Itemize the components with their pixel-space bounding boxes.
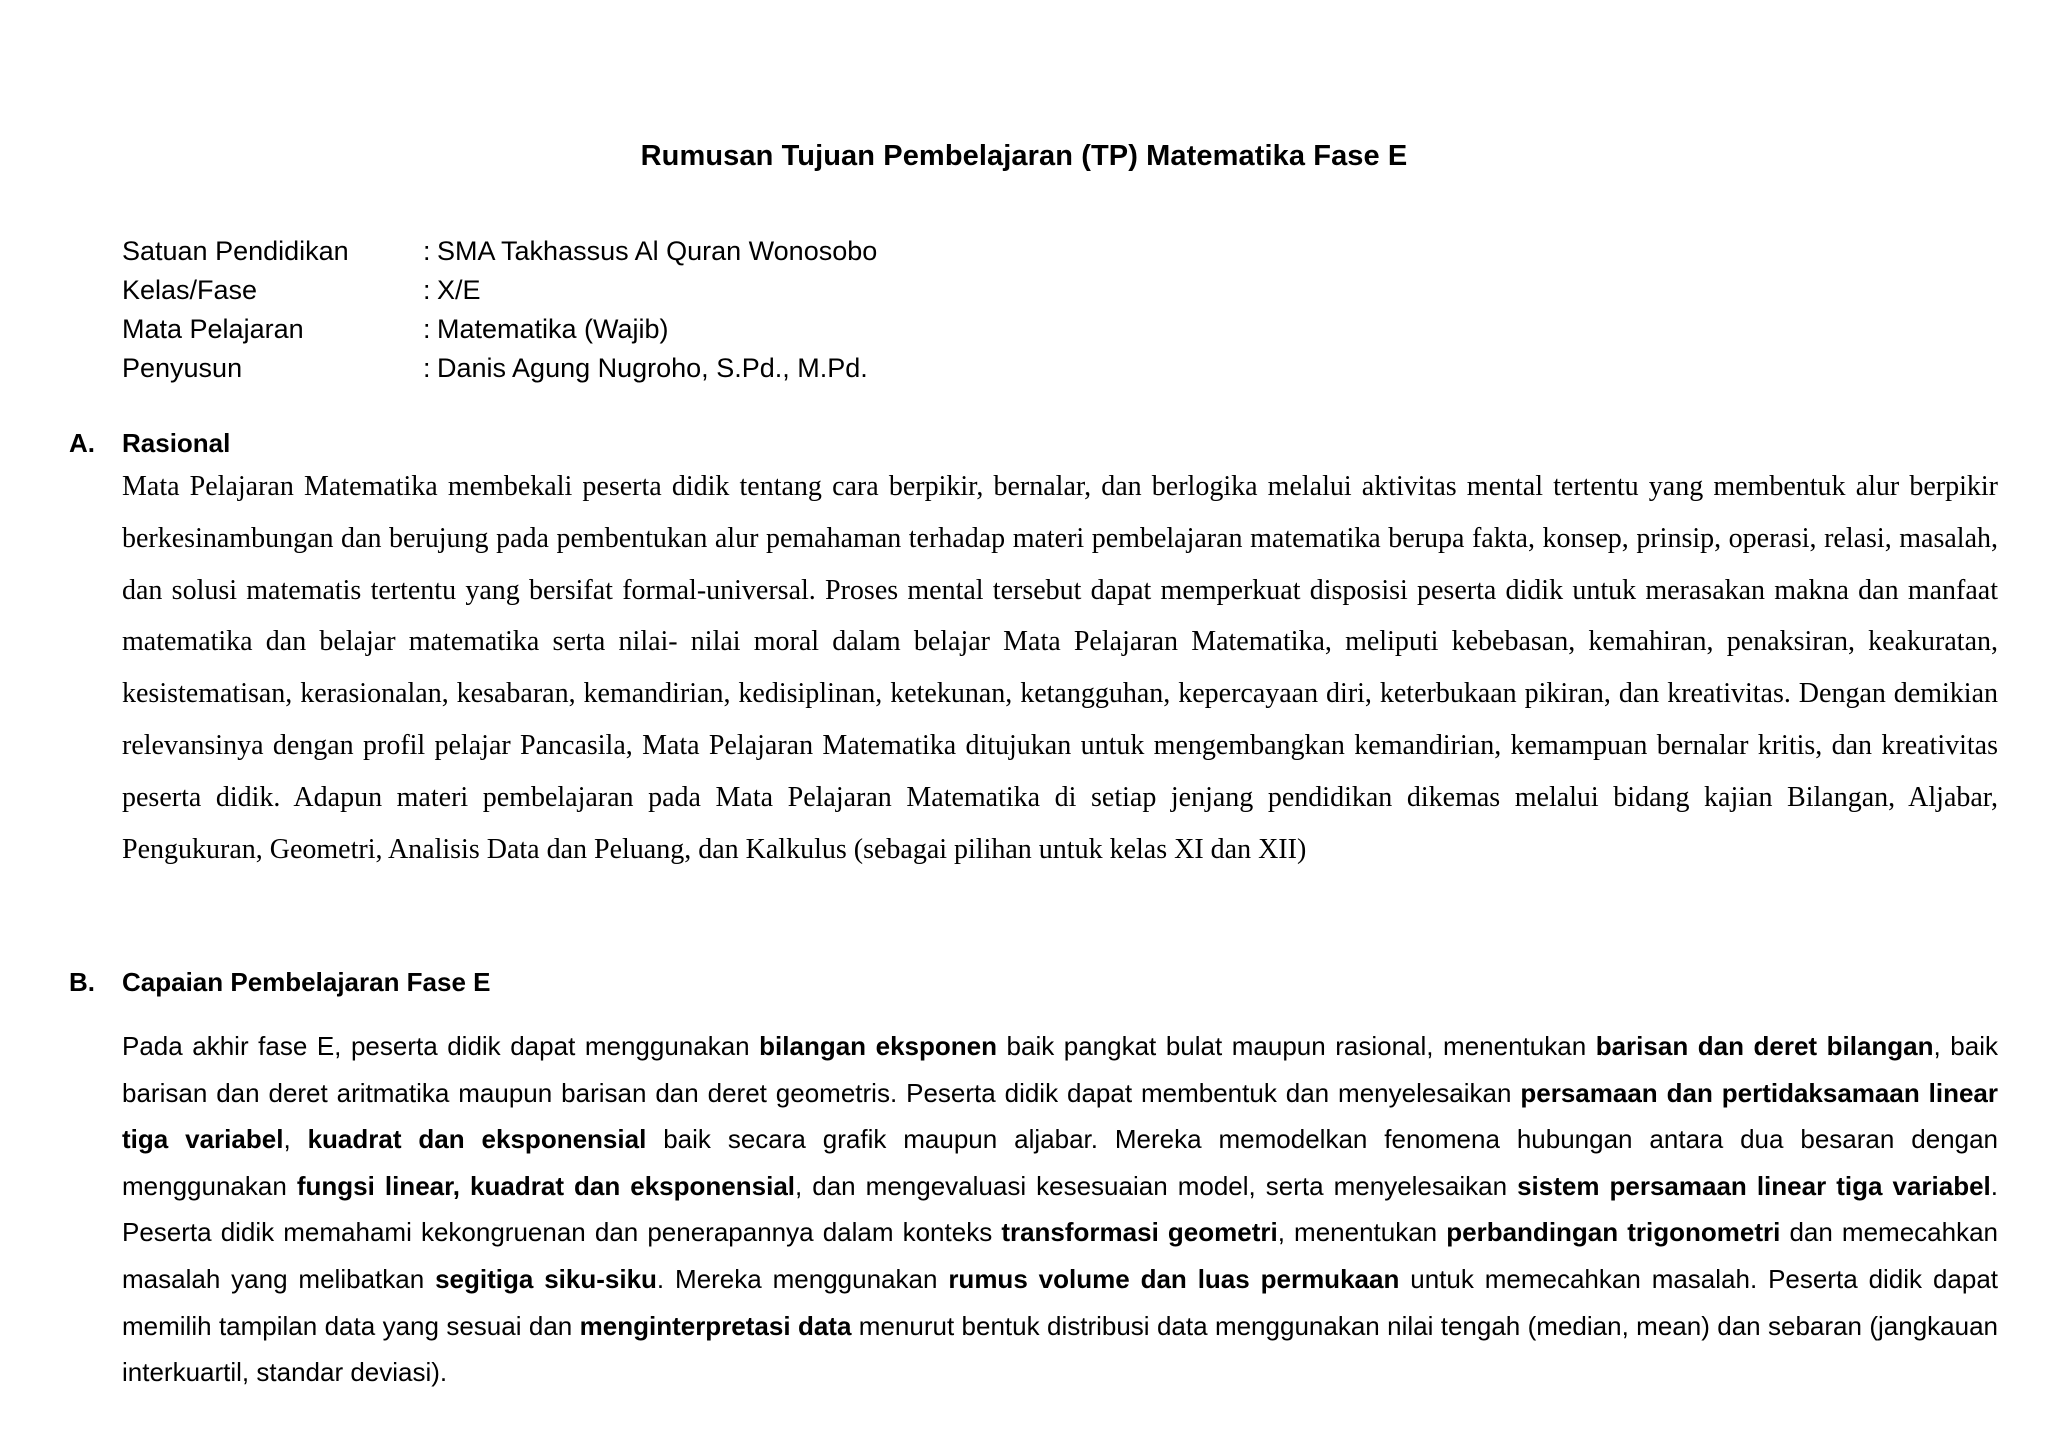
- capaian-segment: . Mereka menggunakan: [656, 1263, 949, 1294]
- section-b-heading: [69, 967, 869, 1003]
- section-a-letter: A.: [69, 428, 95, 458]
- capaian-segment: . Peserta didik memahami kekongruenan dan penerapannya dalam konteks: [122, 1170, 1999, 1248]
- section-a-heading: [69, 428, 669, 464]
- identity-row-kelas: [122, 271, 877, 310]
- identity-label: Kelas/Fase: [122, 275, 258, 305]
- capaian-segment: , menentukan: [1277, 1217, 1447, 1248]
- identity-row-satuan: [122, 232, 877, 271]
- capaian-keyword: sistem persamaan linear tiga variabel: [1517, 1170, 1991, 1201]
- capaian-keyword: persamaan dan pertidaksamaan linear tiga variabel: [122, 1077, 1999, 1155]
- section-b-title: Capaian Pembelajaran Fase E: [122, 967, 491, 997]
- section-b-letter: B.: [69, 967, 95, 997]
- capaian-segment: , baik barisan dan deret aritmatika maupun barisan dan deret geometris. Peserta didik dapat membentuk dan menyelesaikan: [122, 1031, 1998, 1108]
- capaian-keyword: segitiga siku-siku: [435, 1263, 657, 1294]
- identity-label: Mata Pelajaran: [122, 314, 304, 344]
- capaian-keyword: perbandingan trigonometri: [1446, 1217, 1781, 1248]
- capaian-keyword: bilangan eksponen: [759, 1031, 997, 1061]
- capaian-segment: baik pangkat bulat maupun rasional, menentukan: [996, 1031, 1596, 1061]
- capaian-keyword: menginterpretasi data: [579, 1310, 852, 1341]
- section-a-title: Rasional: [122, 428, 231, 458]
- identity-block: [122, 232, 877, 388]
- identity-row-mapel: [122, 310, 877, 349]
- capaian-keyword: transformasi geometri: [1001, 1217, 1278, 1248]
- capaian-segment: untuk memecahkan masalah. Peserta didik dapat memilih tampilan data yang sesuai dan: [122, 1263, 1999, 1341]
- identity-value: Danis Agung Nugroho, S.Pd., M.Pd.: [437, 353, 868, 383]
- identity-value: X/E: [437, 275, 481, 305]
- capaian-segment: , dan mengevaluasi kesesuaian model, serta menyelesaikan: [795, 1170, 1518, 1201]
- identity-separator: :: [423, 275, 431, 305]
- capaian-segment: Pada akhir fase E, peserta didik dapat menggunakan: [122, 1031, 760, 1061]
- identity-value: Matematika (Wajib): [437, 314, 669, 344]
- capaian-keyword: kuadrat dan eksponensial: [307, 1124, 647, 1155]
- capaian-keyword: rumus volume dan luas permukaan: [948, 1263, 1400, 1294]
- identity-label: Satuan Pendidikan: [122, 236, 349, 266]
- identity-separator: :: [423, 236, 431, 266]
- section-a-body: Mata Pelajaran Matematika membekali peserta didik tentang cara berpikir, bernalar, dan berlogika melalui aktivitas mental tertentu yang membentuk alur berpikir berkesinambungan dan berujung pada pembentukan alur pemahaman terhadap materi pembelajaran matematika berupa fakta, konsep, prinsip, operasi, relasi, masalah, dan solusi matematis tertentu yang bersifat formal-universal. Proses mental tersebut dapat memperkuat disposisi peserta didik untuk merasakan makna dan manfaat matematika dan belajar matematika serta nilai- nilai moral dalam belajar Mata Pelajaran Matematika, meliputi kebebasan, kemahiran, penaksiran, keakuratan, kesistematisan, kerasionalan, kesabaran, kemandirian, kedisiplinan, ketekunan, ketangguhan, kepercayaan diri, keterbukaan pikiran, dan kreativitas. Dengan demikian relevansinya dengan profil pelajar Pancasila, Mata Pelajaran Matematika ditujukan untuk mengembangkan kemandirian, kemampuan bernalar kritis, dan kreativitas peserta didik. Adapun materi pembelajaran pada Mata Pelajaran Matematika di setiap jenjang pendidikan dikemas melalui bidang kajian Bilangan, Aljabar, Pengukuran, Geometri, Analisis Data dan Peluang, dan Kalkulus (sebagai pilihan untuk kelas XI dan XII): [122, 471, 1998, 865]
- identity-separator: :: [423, 353, 431, 383]
- document-title: Rumusan Tujuan Pembelajaran (TP) Matematika Fase E: [640, 140, 1408, 172]
- identity-label: Penyusun: [122, 353, 243, 383]
- capaian-segment: dan memecahkan masalah yang melibatkan: [122, 1217, 1999, 1294]
- identity-row-penyusun: [122, 349, 877, 388]
- capaian-segment: menurut bentuk distribusi data menggunakan nilai tengah (median, mean) dan sebaran (jangkauan interkuartil, standar deviasi).: [122, 1310, 1998, 1388]
- identity-separator: :: [423, 314, 431, 344]
- capaian-segment: ,: [283, 1124, 308, 1155]
- section-b-body: [122, 1023, 1998, 1396]
- capaian-segment: baik secara grafik maupun aljabar. Mereka memodelkan fenomena hubungan antara dua besaran dengan menggunakan: [122, 1124, 1999, 1201]
- capaian-keyword: barisan dan deret bilangan: [1595, 1031, 1934, 1061]
- capaian-keyword: fungsi linear, kuadrat dan eksponensial: [296, 1170, 795, 1201]
- identity-value: SMA Takhassus Al Quran Wonosobo: [437, 236, 878, 266]
